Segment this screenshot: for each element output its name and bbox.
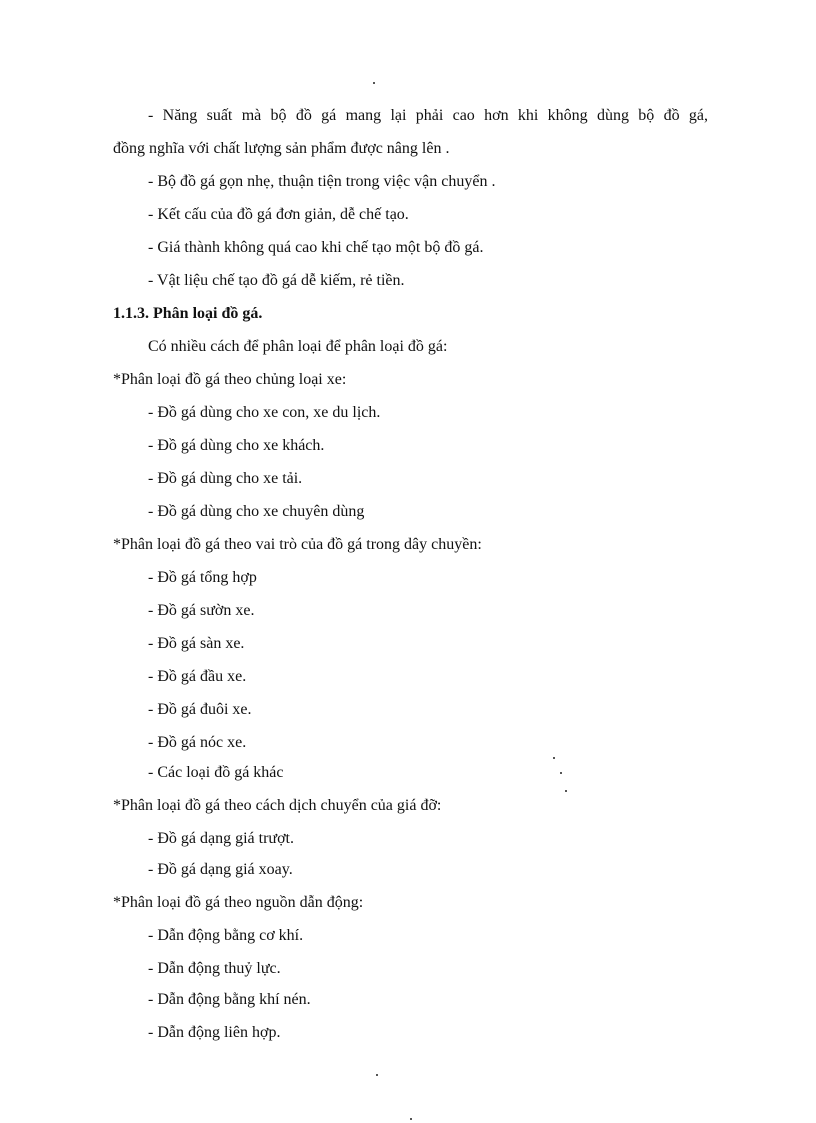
group-title-drive-source: *Phân loại đồ gá theo nguồn dẫn động: <box>113 894 364 911</box>
list-item: - Đồ gá dùng cho xe chuyên dùng <box>148 503 365 520</box>
list-item: - Dẫn động thuỷ lực. <box>148 960 281 977</box>
paragraph-structure: - Kết cấu của đồ gá đơn giản, dễ chế tạo. <box>148 206 409 223</box>
list-item: - Dẫn động bằng khí nén. <box>148 991 311 1008</box>
scan-speck <box>560 772 562 774</box>
group-title-vehicle-type: *Phân loại đồ gá theo chủng loại xe: <box>113 371 347 388</box>
list-item: - Đồ gá dùng cho xe tải. <box>148 470 303 487</box>
list-item: - Đồ gá đuôi xe. <box>148 701 252 718</box>
group-title-movement: *Phân loại đồ gá theo cách dịch chuyển của giá đỡ: <box>113 797 442 814</box>
scan-speck <box>376 1074 378 1076</box>
list-item: - Đồ gá sàn xe. <box>148 635 245 652</box>
list-item: - Đồ gá dạng giá xoay. <box>148 861 293 878</box>
scan-speck <box>410 1118 412 1120</box>
list-item: - Đồ gá dạng giá trượt. <box>148 830 294 847</box>
list-item: - Đồ gá dùng cho xe khách. <box>148 437 325 454</box>
paragraph-cost: - Giá thành không quá cao khi chế tạo một bộ đồ gá. <box>148 239 484 256</box>
group-title-role: *Phân loại đồ gá theo vai trò của đồ gá trong dây chuyền: <box>113 536 482 553</box>
list-item: - Đồ gá đầu xe. <box>148 668 247 685</box>
list-item: - Dẫn động liên hợp. <box>148 1024 281 1041</box>
scan-speck <box>553 757 555 759</box>
paragraph-quality: đồng nghĩa với chất lượng sản phẩm được nâng lên . <box>113 140 450 157</box>
scan-speck <box>565 790 567 792</box>
list-item: - Đồ gá sườn xe. <box>148 602 255 619</box>
list-item: - Đồ gá nóc xe. <box>148 734 247 751</box>
scan-speck <box>373 82 375 84</box>
paragraph-productivity: - Năng suất mà bộ đồ gá mang lại phải cao hơn khi không dùng bộ đồ gá, <box>148 107 708 124</box>
section-heading: 1.1.3. Phân loại đồ gá. <box>113 305 263 322</box>
paragraph-material: - Vật liệu chế tạo đồ gá dễ kiếm, rẻ tiền. <box>148 272 405 289</box>
list-item: - Dẫn động bằng cơ khí. <box>148 927 304 944</box>
list-item: - Đồ gá dùng cho xe con, xe du lịch. <box>148 404 381 421</box>
list-item: - Đồ gá tổng hợp <box>148 569 257 586</box>
paragraph-compact: - Bộ đồ gá gọn nhẹ, thuận tiện trong việc vận chuyển . <box>148 173 496 190</box>
section-intro: Có nhiều cách để phân loại để phân loại đồ gá: <box>148 338 448 355</box>
list-item: - Các loại đồ gá khác <box>148 764 284 781</box>
